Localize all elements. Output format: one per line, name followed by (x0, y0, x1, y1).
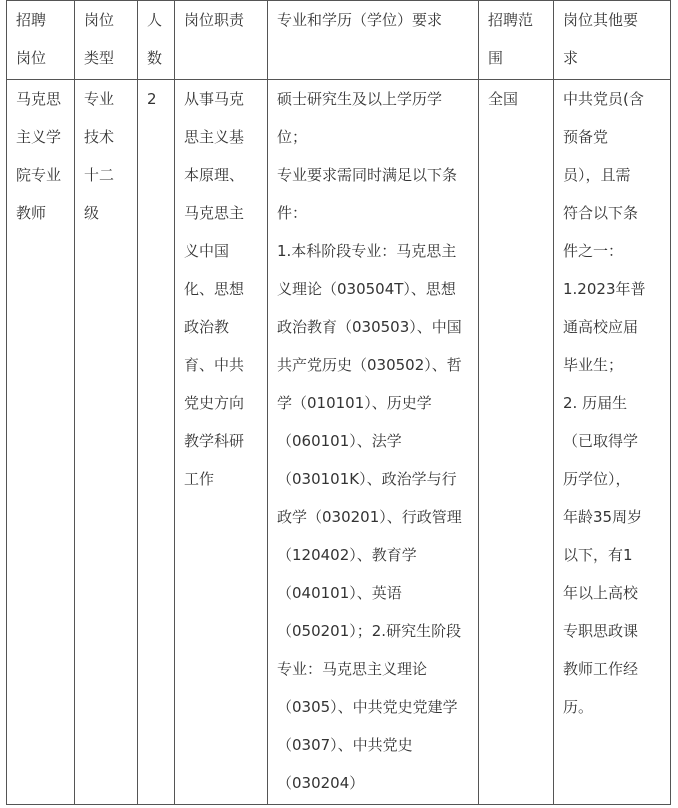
cell-headcount: 2 (138, 80, 175, 805)
cell-major-education: 硕士研究生及以上学历学 位； 专业要求需同时满足以下条 件： 1.本科阶段专业：马克思主 义理论（030504T）、思想 政治教育（030503）、中国 共产党历史（030502）、哲 学（010101）、历史学 （060101）、法学 （030101K）、政治学与行 政学（030201）、行政管理 （120402）、教育学 （040101）、英语 （050201）；2.研究生阶段 专业：马克思主义理论 （0305）、中共党史党建学 （0307）、中共党史 （030204） (268, 80, 479, 805)
header-headcount: 人 数 (138, 1, 175, 80)
header-duties: 岗位职责 (175, 1, 268, 80)
header-recruitment-scope: 招聘范 围 (479, 1, 554, 80)
cell-recruitment-scope: 全国 (479, 80, 554, 805)
header-other-requirements: 岗位其他要 求 (554, 1, 671, 80)
cell-position: 马克思 主义学 院专业 教师 (7, 80, 75, 805)
header-position: 招聘 岗位 (7, 1, 75, 80)
header-major-education: 专业和学历（学位）要求 (268, 1, 479, 80)
table-row (7, 80, 671, 805)
header-position-type: 岗位 类型 (75, 1, 138, 80)
recruitment-table (6, 0, 671, 805)
cell-duties: 从事马克 思主义基 本原理、 马克思主 义中国 化、思想 政治教 育、中共 党史方向 教学科研 工作 (175, 80, 268, 805)
table-header-row (7, 1, 671, 80)
cell-position-type: 专业 技术 十二 级 (75, 80, 138, 805)
cell-other-requirements: 中共党员(含 预备党 员），且需 符合以下条 件之一： 1.2023年普 通高校应届 毕业生； 2. 历届生 （已取得学 历学位）， 年龄35周岁 以下，有1 年以上高校 专职思政课 教师工作经 历。 (554, 80, 671, 805)
recruitment-table-container (6, 0, 671, 805)
